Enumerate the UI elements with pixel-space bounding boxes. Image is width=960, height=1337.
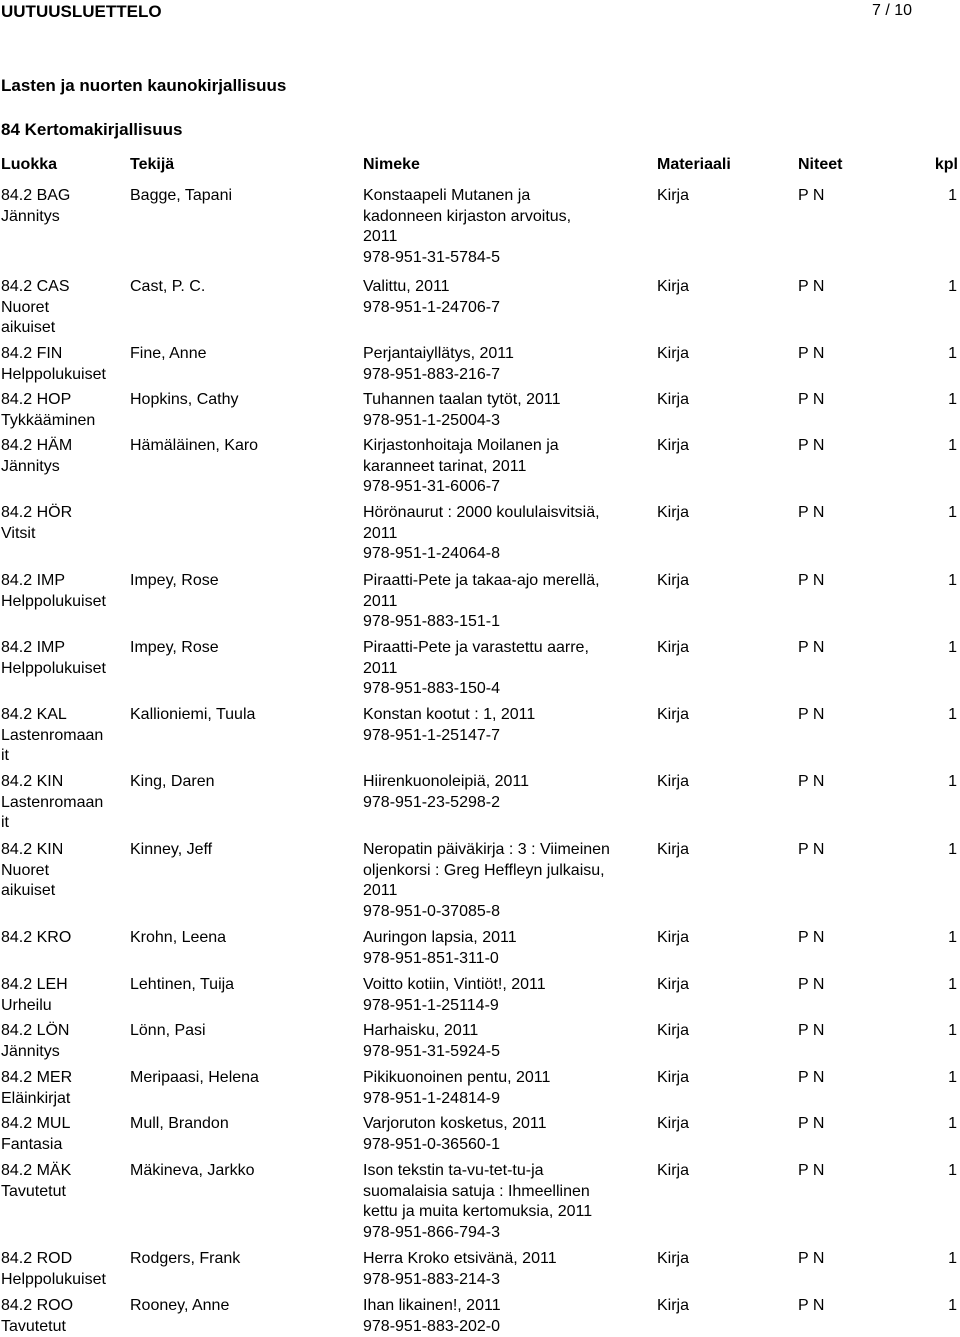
niteet-cell-text: P N [798,572,825,589]
kpl-cell [948,436,957,457]
section-heading: Lasten ja nuorten kaunokirjallisuus [1,76,287,95]
niteet-cell-text: P N [798,345,825,362]
kpl-cell [948,1161,957,1182]
luokka-cell-line: Helppolukuiset [1,659,106,677]
materiaali-cell-text: Kirja [657,976,690,993]
luokka-cell [1,390,95,431]
niteet-cell-text: P N [798,1022,825,1039]
nimeke-cell-line: 978-951-31-6006-7 [363,478,500,496]
materiaali-cell [657,928,689,949]
luokka-cell-line: 84.2 MUL [1,1115,71,1132]
kpl-cell [948,344,957,365]
nimeke-cell-line: 978-951-883-202-0 [363,1317,500,1335]
luokka-cell-line: Nuoret [1,298,50,316]
niteet-cell [798,344,824,365]
niteet-cell-text: P N [798,504,825,521]
tekija-cell-text: Fine, Anne [130,345,207,362]
materiaali-cell [657,840,689,861]
luokka-cell-line: Jännitys [1,207,60,225]
tekija-cell-text: Cast, P. C. [130,278,206,295]
kpl-cell [948,1021,957,1042]
luokka-cell [1,277,69,339]
nimeke-cell [363,638,589,700]
materiaali-cell [657,436,689,457]
tekija-cell-text: Rooney, Anne [130,1297,230,1314]
materiaali-cell [657,186,689,207]
materiaali-cell [657,1296,689,1317]
nimeke-cell-line: 978-951-1-24064-8 [363,545,500,563]
nimeke-cell-line: suomalaisia satuja : Ihmeellinen [363,1182,590,1200]
tekija-cell [130,840,212,861]
luokka-cell-line: 84.2 MÄK [1,1162,72,1179]
niteet-cell [798,975,824,996]
luokka-cell-line: 84.2 KRO [1,929,72,946]
materiaali-cell-text: Kirja [657,773,690,790]
luokka-cell-line: aikuiset [1,882,56,900]
nimeke-cell-line: 978-951-0-36560-1 [363,1135,500,1153]
luokka-cell-line: 84.2 MER [1,1069,73,1086]
nimeke-cell [363,928,517,969]
luokka-cell [1,772,103,834]
kpl-cell-text: 1 [948,1069,957,1086]
materiaali-cell-text: Kirja [657,391,690,408]
tekija-cell-text: Meripaasi, Helena [130,1069,259,1086]
materiaali-cell-text: Kirja [657,639,690,656]
nimeke-cell [363,436,559,498]
nimeke-cell-line: 978-951-1-25147-7 [363,726,500,744]
nimeke-cell-line: Varjoruton kosketus, 2011 [363,1115,547,1132]
tekija-cell [130,705,255,726]
column-header-luokka: Luokka [1,156,58,173]
column-header-kpl: kpl [934,156,958,173]
column-header-materiaali: Materiaali [657,156,731,173]
niteet-cell [798,1296,824,1317]
tekija-cell-text: Lehtinen, Tuija [130,976,235,993]
luokka-cell-line: Lastenromaan [1,726,104,744]
nimeke-cell-line: 978-951-31-5924-5 [363,1042,500,1060]
materiaali-cell-text: Kirja [657,1069,690,1086]
luokka-cell-line: 84.2 LEH [1,976,68,993]
tekija-cell-text: Rodgers, Frank [130,1250,241,1267]
materiaali-cell [657,772,689,793]
kpl-cell-text: 1 [948,773,957,790]
luokka-cell [1,705,103,767]
materiaali-cell-text: Kirja [657,345,690,362]
tekija-cell [130,436,258,457]
kpl-cell-text: 1 [948,1162,957,1179]
niteet-cell-text: P N [798,1115,825,1132]
nimeke-cell [363,1114,547,1155]
nimeke-cell [363,772,529,813]
luokka-cell-line: Jännitys [1,1042,60,1060]
tekija-cell-text: Hopkins, Cathy [130,391,239,408]
nimeke-cell-line: 978-951-851-311-0 [363,949,499,967]
luokka-cell-line: 84.2 KIN [1,841,64,858]
niteet-cell-text: P N [798,437,825,454]
materiaali-cell [657,344,689,365]
nimeke-cell-line: Harhaisku, 2011 [363,1022,479,1039]
kpl-cell-text: 1 [948,504,957,521]
kpl-cell-text: 1 [948,1297,957,1314]
materiaali-cell [657,1068,689,1089]
tekija-cell-text: Krohn, Leena [130,929,227,946]
nimeke-cell [363,840,610,923]
niteet-cell [798,1161,824,1182]
nimeke-cell-line: 978-951-883-150-4 [363,680,500,698]
niteet-cell [798,503,824,524]
tekija-cell-text: Impey, Rose [130,639,219,656]
column-header-nimeke: Nimeke [363,156,420,173]
kpl-cell-text: 1 [948,929,957,946]
tekija-cell [130,1249,240,1270]
luokka-cell-line: Jännitys [1,457,60,475]
niteet-cell-text: P N [798,929,825,946]
luokka-cell-line: 84.2 CAS [1,278,70,295]
tekija-cell-text: Kallioniemi, Tuula [130,706,256,723]
nimeke-cell-line: Konstaapeli Mutanen ja [363,187,531,204]
tekija-cell-text: Bagge, Tapani [130,187,233,204]
nimeke-cell-line: 2011 [363,228,398,246]
kpl-cell-text: 1 [948,345,957,362]
luokka-cell-line: 84.2 ROO [1,1297,74,1314]
nimeke-cell-line: Hörönaurut : 2000 koululaisvitsiä, [363,504,600,521]
niteet-cell-text: P N [798,1297,825,1314]
luokka-cell [1,840,63,902]
luokka-cell-line: Helppolukuiset [1,1270,106,1288]
materiaali-cell [657,705,689,726]
nimeke-cell-line: 978-951-1-24706-7 [363,298,500,316]
nimeke-cell-line: Herra Kroko etsivänä, 2011 [363,1250,557,1267]
materiaali-cell-text: Kirja [657,1162,690,1179]
materiaali-cell-text: Kirja [657,841,690,858]
kpl-cell [948,1296,957,1317]
nimeke-cell-line: 978-951-0-37085-8 [363,903,500,921]
materiaali-cell [657,277,689,298]
page-number: 7 / 10 [872,2,913,19]
nimeke-cell-line: Voitto kotiin, Vintiöt!, 2011 [363,976,546,993]
nimeke-cell-line: 978-951-1-25114-9 [363,996,499,1014]
tekija-cell [130,186,232,207]
tekija-cell [130,638,219,659]
nimeke-cell-line: Tuhannen taalan tytöt, 2011 [363,391,561,408]
luokka-cell [1,638,106,679]
materiaali-cell-text: Kirja [657,706,690,723]
niteet-cell [798,840,824,861]
luokka-cell-line: 84.2 ROD [1,1250,73,1267]
tekija-cell [130,571,219,592]
tekija-cell [130,1068,259,1089]
niteet-cell-text: P N [798,278,825,295]
niteet-cell [798,1114,824,1135]
kpl-cell-text: 1 [948,437,957,454]
kpl-cell [948,705,957,726]
tekija-cell-text: Hämäläinen, Karo [130,437,259,454]
kpl-cell-text: 1 [948,1250,957,1267]
luokka-cell [1,1021,69,1062]
nimeke-cell-line: Ihan likainen!, 2011 [363,1297,501,1314]
tekija-cell [130,928,226,949]
kpl-cell [948,638,957,659]
nimeke-cell [363,344,514,385]
kpl-cell [948,1068,957,1089]
kpl-cell-text: 1 [948,391,957,408]
luokka-cell [1,1296,73,1337]
niteet-cell [798,186,824,207]
kpl-cell [948,772,957,793]
nimeke-cell-line: Ison tekstin ta-vu-tet-tu-ja [363,1162,544,1179]
materiaali-cell-text: Kirja [657,572,690,589]
tekija-cell-text: Mäkineva, Jarkko [130,1162,255,1179]
tekija-cell [130,1296,229,1317]
niteet-cell-text: P N [798,976,825,993]
luokka-cell [1,1068,72,1109]
niteet-cell-text: P N [798,773,825,790]
kpl-cell [948,277,957,298]
niteet-cell-text: P N [798,706,825,723]
luokka-cell-line: Helppolukuiset [1,592,106,610]
luokka-cell-line: Urheilu [1,996,52,1014]
nimeke-cell-line: 978-951-1-25004-3 [363,411,500,429]
materiaali-cell-text: Kirja [657,929,690,946]
nimeke-cell-line: Perjantaiyllätys, 2011 [363,345,514,362]
luokka-cell-line: 84.2 KIN [1,773,64,790]
nimeke-cell-line: 978-951-23-5298-2 [363,793,500,811]
niteet-cell-text: P N [798,1162,825,1179]
nimeke-cell-line: Neropatin päiväkirja : 3 : Viimeinen [363,841,610,858]
luokka-cell-line: Vitsit [1,524,36,542]
kpl-cell-text: 1 [948,841,957,858]
nimeke-cell-line: 978-951-866-794-3 [363,1224,500,1242]
luokka-cell-line: Tavutetut [1,1317,66,1335]
luokka-cell-line: it [1,747,9,765]
tekija-cell-text: Kinney, Jeff [130,841,213,858]
column-header-niteet: Niteet [798,156,843,173]
tekija-cell [130,344,207,365]
nimeke-cell-line: Auringon lapsia, 2011 [363,929,517,946]
materiaali-cell [657,638,689,659]
tekija-cell [130,390,239,411]
nimeke-cell [363,277,500,318]
luokka-cell [1,436,72,477]
materiaali-cell [657,390,689,411]
materiaali-cell [657,975,689,996]
materiaali-cell-text: Kirja [657,278,690,295]
kpl-cell [948,928,957,949]
nimeke-cell-line: 2011 [363,524,398,542]
materiaali-cell-text: Kirja [657,504,690,521]
materiaali-cell-text: Kirja [657,437,690,454]
nimeke-cell-line: kadonneen kirjaston arvoitus, [363,207,572,225]
kpl-cell [948,186,957,207]
luokka-cell [1,1114,70,1155]
column-header-tekija: Tekijä [130,156,175,173]
nimeke-cell-line: Valittu, 2011 [363,278,450,295]
luokka-cell [1,1161,71,1202]
nimeke-cell [363,1068,550,1109]
materiaali-cell-text: Kirja [657,1115,690,1132]
nimeke-cell-line: Piraatti-Pete ja varastettu aarre, [363,639,589,656]
tekija-cell [130,1021,206,1042]
materiaali-cell-text: Kirja [657,1297,690,1314]
tekija-cell [130,975,234,996]
niteet-cell-text: P N [798,639,825,656]
niteet-cell [798,571,824,592]
kpl-cell-text: 1 [948,976,957,993]
nimeke-cell [363,1021,500,1062]
tekija-cell [130,1161,255,1182]
tekija-cell-text: Impey, Rose [130,572,219,589]
luokka-cell-line: Eläinkirjat [1,1089,71,1107]
nimeke-cell [363,571,600,633]
materiaali-cell [657,1249,689,1270]
kpl-cell-text: 1 [948,706,957,723]
nimeke-cell-line: karanneet tarinat, 2011 [363,457,527,475]
niteet-cell-text: P N [798,187,825,204]
niteet-cell [798,390,824,411]
nimeke-cell-line: 978-951-883-151-1 [363,613,500,631]
luokka-cell-line: Tavutetut [1,1182,66,1200]
niteet-cell-text: P N [798,1069,825,1086]
nimeke-cell [363,186,571,269]
materiaali-cell [657,1114,689,1135]
nimeke-cell-line: 2011 [363,592,398,610]
materiaali-cell [657,503,689,524]
kpl-cell [948,840,957,861]
materiaali-cell-text: Kirja [657,1022,690,1039]
niteet-cell [798,1068,824,1089]
tekija-cell [130,772,215,793]
nimeke-cell-line: Pikikuonoinen pentu, 2011 [363,1069,551,1086]
nimeke-cell-line: kettu ja muita kertomuksia, 2011 [363,1203,593,1221]
document-title: UUTUUSLUETTELO [1,2,162,21]
niteet-cell [798,638,824,659]
nimeke-cell-line: Hiirenkuonoleipiä, 2011 [363,773,530,790]
luokka-cell-line: 84.2 BAG [1,187,71,204]
luokka-cell [1,571,106,612]
luokka-cell-line: 84.2 LÖN [1,1022,70,1039]
kpl-cell [948,503,957,524]
kpl-cell [948,975,957,996]
nimeke-cell-line: Konstan kootut : 1, 2011 [363,706,536,723]
subsection-heading: 84 Kertomakirjallisuus [1,120,183,139]
kpl-cell [948,1114,957,1135]
materiaali-cell [657,571,689,592]
niteet-cell [798,277,824,298]
nimeke-cell-line: oljenkorsi : Greg Heffleyn julkaisu, [363,861,605,879]
luokka-cell-line: 84.2 KAL [1,706,67,723]
nimeke-cell-line: Piraatti-Pete ja takaa-ajo merellä, [363,572,600,589]
tekija-cell-text: Lönn, Pasi [130,1022,206,1039]
kpl-cell-text: 1 [948,278,957,295]
niteet-cell [798,1021,824,1042]
luokka-cell [1,503,72,544]
luokka-cell-line: Lastenromaan [1,793,104,811]
materiaali-cell-text: Kirja [657,187,690,204]
nimeke-cell [363,1249,557,1290]
tekija-cell [130,277,205,298]
nimeke-cell [363,1161,592,1244]
luokka-cell [1,928,71,949]
luokka-cell [1,186,70,227]
nimeke-cell [363,975,546,1016]
kpl-cell [948,390,957,411]
luokka-cell-line: Fantasia [1,1135,63,1153]
materiaali-cell [657,1161,689,1182]
luokka-cell-line: Helppolukuiset [1,365,106,383]
luokka-cell-line: aikuiset [1,319,56,337]
kpl-cell-text: 1 [948,572,957,589]
luokka-cell-line: Nuoret [1,861,50,879]
kpl-cell-text: 1 [948,639,957,656]
luokka-cell [1,344,106,385]
niteet-cell-text: P N [798,841,825,858]
kpl-cell [948,1249,957,1270]
niteet-cell [798,705,824,726]
materiaali-cell-text: Kirja [657,1250,690,1267]
kpl-cell [948,571,957,592]
nimeke-cell-line: 978-951-883-216-7 [363,365,500,383]
luokka-cell-line: Tykkääminen [1,411,96,429]
luokka-cell-line: 84.2 IMP [1,572,66,589]
kpl-cell-text: 1 [948,187,957,204]
nimeke-cell-line: 978-951-1-24814-9 [363,1089,500,1107]
luokka-cell-line: 84.2 HÖR [1,504,73,521]
nimeke-cell [363,705,535,746]
nimeke-cell-line: 978-951-883-214-3 [363,1270,500,1288]
luokka-cell-line: 84.2 IMP [1,639,66,656]
luokka-cell-line: it [1,814,9,832]
luokka-cell-line: 84.2 HÄM [1,437,73,454]
luokka-cell-line: 84.2 HOP [1,391,72,408]
nimeke-cell-line: Kirjastonhoitaja Moilanen ja [363,437,559,454]
tekija-cell-text: King, Daren [130,773,215,790]
nimeke-cell-line: 2011 [363,659,398,677]
tekija-cell-text: Mull, Brandon [130,1115,229,1132]
niteet-cell-text: P N [798,1250,825,1267]
tekija-cell [130,1114,229,1135]
nimeke-cell [363,503,600,565]
luokka-cell [1,1249,106,1290]
kpl-cell-text: 1 [948,1115,957,1132]
nimeke-cell-line: 2011 [363,882,398,900]
materiaali-cell [657,1021,689,1042]
luokka-cell [1,975,68,1016]
kpl-cell-text: 1 [948,1022,957,1039]
luokka-cell-line: 84.2 FIN [1,345,63,362]
niteet-cell-text: P N [798,391,825,408]
nimeke-cell [363,1296,501,1337]
niteet-cell [798,928,824,949]
niteet-cell [798,772,824,793]
nimeke-cell-line: 978-951-31-5784-5 [363,249,500,267]
niteet-cell [798,436,824,457]
niteet-cell [798,1249,824,1270]
nimeke-cell [363,390,560,431]
